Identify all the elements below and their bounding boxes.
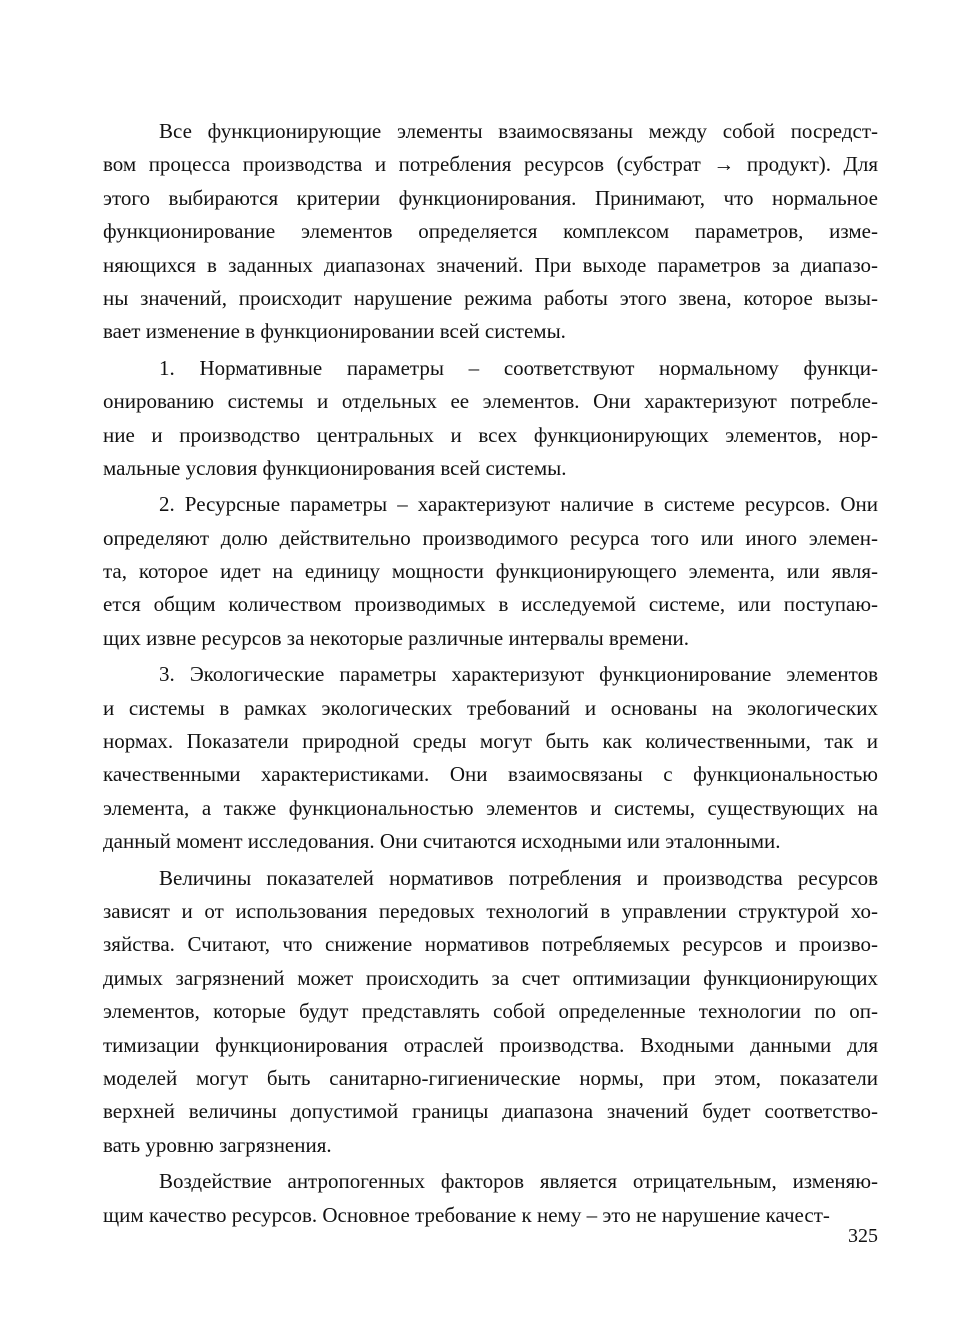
text-line: ется общим количеством производимых в исследуемой системе, или поступаю- [103,592,878,617]
text-line: ны значений, происходит нарушение режима работы этого звена, которое вызы- [103,285,878,310]
text-line: тимизации функционирования отраслей производства. Входными данными для [103,1032,878,1057]
text-line: нормах. Показатели природной среды могут быть как количественными, так и [103,729,878,754]
text-line: элементов, которые будут представлять собой определенные технологии по оп- [103,999,878,1024]
text-line: онированию системы и отдельных ее элементов. Они характеризуют потребле- [103,389,878,414]
paragraph [103,115,878,349]
text-line: та, которое идет на единицу мощности функционирующего элемента, или явля- [103,559,878,584]
text-line: зависят и от использования передовых технологий в управлении структурой хо- [103,898,878,923]
text-line: вает изменение в функционировании всей системы. [103,319,566,344]
text-line: функционирование элементов определяется комплексом параметров, изме- [103,219,878,244]
text-line: Все функционирующие элементы взаимосвязаны между собой посредст- [159,119,878,143]
text-line: качественными характеристиками. Они взаимосвязаны с функциональностью [103,762,878,787]
text-line: и системы в рамках экологических требований и основаны на экологических [103,695,878,720]
text-line: определяют долю действительно производимого ресурса того или иного элемен- [103,525,878,550]
text-line: Величины показателей нормативов потребления и производства ресурсов [159,865,878,890]
text-line: щим качество ресурсов. Основное требование к нему – это не нарушение качест- [103,1202,830,1227]
paragraph [103,1165,878,1232]
text-line: Воздействие антропогенных факторов является отрицательным, изменяю- [159,1169,878,1194]
paragraph [103,658,878,858]
text-line: няющихся в заданных диапазонах значений. При выходе параметров за диапазо- [103,252,878,277]
text-line: вать уровню загрязнения. [103,1132,332,1157]
text-line: ние и производство центральных и всех функционирующих элементов, нор- [103,422,878,447]
text-line: данный момент исследования. Они считаются исходными или эталонными. [103,829,781,854]
text-line: моделей могут быть санитарно-гигиенические нормы, при этом, показатели [103,1065,878,1090]
body-text [103,115,878,1232]
text-line: 3. Экологические параметры характеризуют функционирование элементов [159,662,878,687]
text-line: элемента, а также функциональностью элементов и системы, существующих на [103,795,878,820]
page-number: 325 [848,1225,878,1247]
paragraph [103,488,878,655]
text-line: мальные условия функционирования всей системы. [103,455,567,480]
text-line: щих извне ресурсов за некоторые различные интервалы времени. [103,625,690,650]
text-line: димых загрязнений может происходить за счет оптимизации функционирующих [103,965,878,990]
text-line: верхней величины допустимой границы диапазона значений будет соответство- [103,1099,878,1124]
text-line: 1. Нормативные параметры – соответствуют нормальному функци- [159,355,878,380]
paragraph [103,862,878,1163]
text-line: вом процесса производства и потребления ресурсов (субстрат → продукт). Для [103,152,878,177]
text-line: этого выбираются критерии функционирования. Принимают, что нормальное [103,185,878,210]
paragraph [103,352,878,486]
text-line: 2. Ресурсные параметры – характеризуют наличие в системе ресурсов. Они [159,492,878,517]
text-line: зяйства. Считают, что снижение нормативов потребляемых ресурсов и произво- [103,932,878,957]
